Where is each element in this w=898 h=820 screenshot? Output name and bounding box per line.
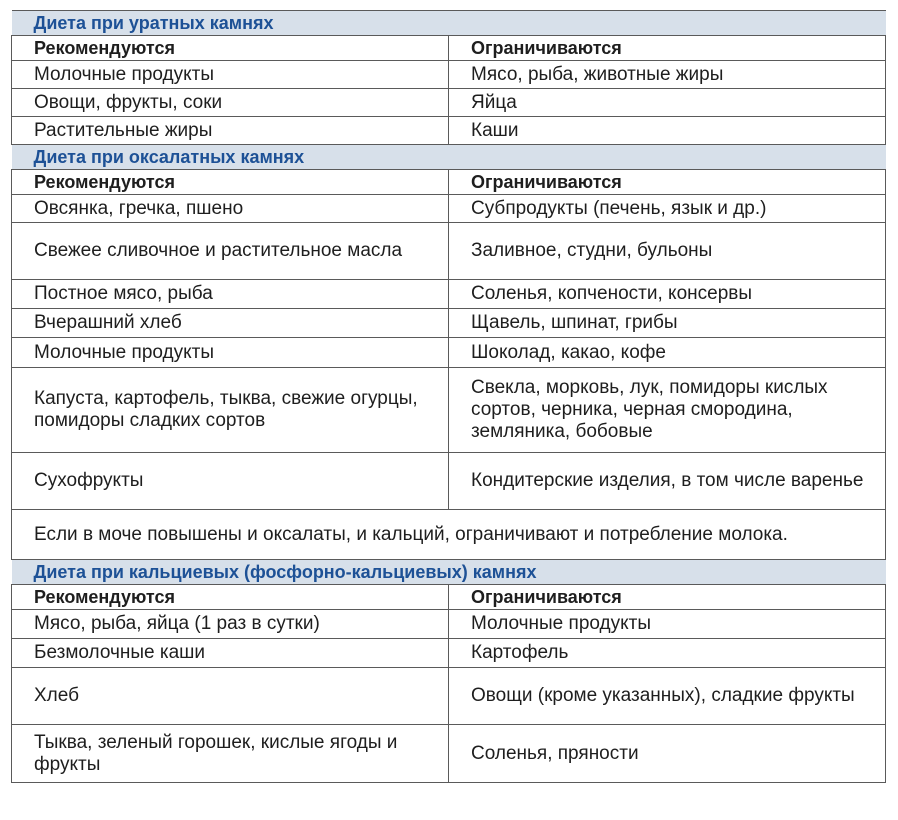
table-row (12, 280, 886, 309)
restricted-cell: Кондитерские изделия, в том числе варенье (449, 453, 886, 510)
table-row (12, 309, 886, 338)
restricted-cell: Свекла, морковь, лук, помидоры кислых сортов, черника, черная смородина, земляника, бобовые (449, 368, 886, 453)
recommended-cell: Тыква, зеленый горошек, кислые ягоды и фрукты (12, 725, 449, 783)
recommended-cell: Хлеб (12, 668, 449, 725)
section-title: Диета при оксалатных камнях (12, 145, 886, 170)
table-row (12, 89, 886, 117)
recommended-cell: Вчерашний хлеб (12, 309, 449, 338)
restricted-cell: Субпродукты (печень, язык и др.) (449, 195, 886, 223)
column-header-restricted: Ограничиваются (449, 170, 886, 195)
restricted-cell: Шоколад, какао, кофе (449, 338, 886, 368)
section-title: Диета при кальциевых (фосфорно-кальциевых) камнях (12, 560, 886, 585)
column-header-restricted: Ограничиваются (449, 36, 886, 61)
restricted-cell: Молочные продукты (449, 610, 886, 639)
section-header (12, 560, 886, 585)
table-row (12, 117, 886, 145)
table-row (12, 195, 886, 223)
restricted-cell: Соленья, пряности (449, 725, 886, 783)
column-header-row (12, 170, 886, 195)
column-header-row (12, 36, 886, 61)
recommended-cell: Овсянка, гречка, пшено (12, 195, 449, 223)
table-row (12, 725, 886, 783)
restricted-cell: Заливное, студни, бульоны (449, 223, 886, 280)
restricted-cell: Соленья, копчености, консервы (449, 280, 886, 309)
restricted-cell: Овощи (кроме указанных), сладкие фрукты (449, 668, 886, 725)
restricted-cell: Картофель (449, 639, 886, 668)
restricted-cell: Щавель, шпинат, грибы (449, 309, 886, 338)
recommended-cell: Постное мясо, рыба (12, 280, 449, 309)
restricted-cell: Каши (449, 117, 886, 145)
table-row (12, 61, 886, 89)
column-header-recommended: Рекомендуются (12, 585, 449, 610)
table-row (12, 338, 886, 368)
column-header-recommended: Рекомендуются (12, 170, 449, 195)
recommended-cell: Молочные продукты (12, 61, 449, 89)
recommended-cell: Растительные жиры (12, 117, 449, 145)
recommended-cell: Свежее сливочное и растительное масла (12, 223, 449, 280)
table-row (12, 368, 886, 453)
section-header (12, 145, 886, 170)
section-title: Диета при уратных камнях (12, 11, 886, 36)
table-row (12, 639, 886, 668)
recommended-cell: Молочные продукты (12, 338, 449, 368)
note-text: Если в моче повышены и оксалаты, и кальций, ограничивают и потребление молока. (12, 510, 886, 560)
column-header-restricted: Ограничиваются (449, 585, 886, 610)
column-header-row (12, 585, 886, 610)
note-row (12, 510, 886, 560)
table-row (12, 453, 886, 510)
recommended-cell: Капуста, картофель, тыква, свежие огурцы, помидоры сладких сортов (12, 368, 449, 453)
recommended-cell: Безмолочные каши (12, 639, 449, 668)
recommended-cell: Сухофрукты (12, 453, 449, 510)
diet-table (11, 10, 886, 783)
restricted-cell: Яйца (449, 89, 886, 117)
recommended-cell: Мясо, рыба, яйца (1 раз в сутки) (12, 610, 449, 639)
table-row (12, 223, 886, 280)
section-header (12, 11, 886, 36)
table-row (12, 610, 886, 639)
recommended-cell: Овощи, фрукты, соки (12, 89, 449, 117)
restricted-cell: Мясо, рыба, животные жиры (449, 61, 886, 89)
table-row (12, 668, 886, 725)
column-header-recommended: Рекомендуются (12, 36, 449, 61)
